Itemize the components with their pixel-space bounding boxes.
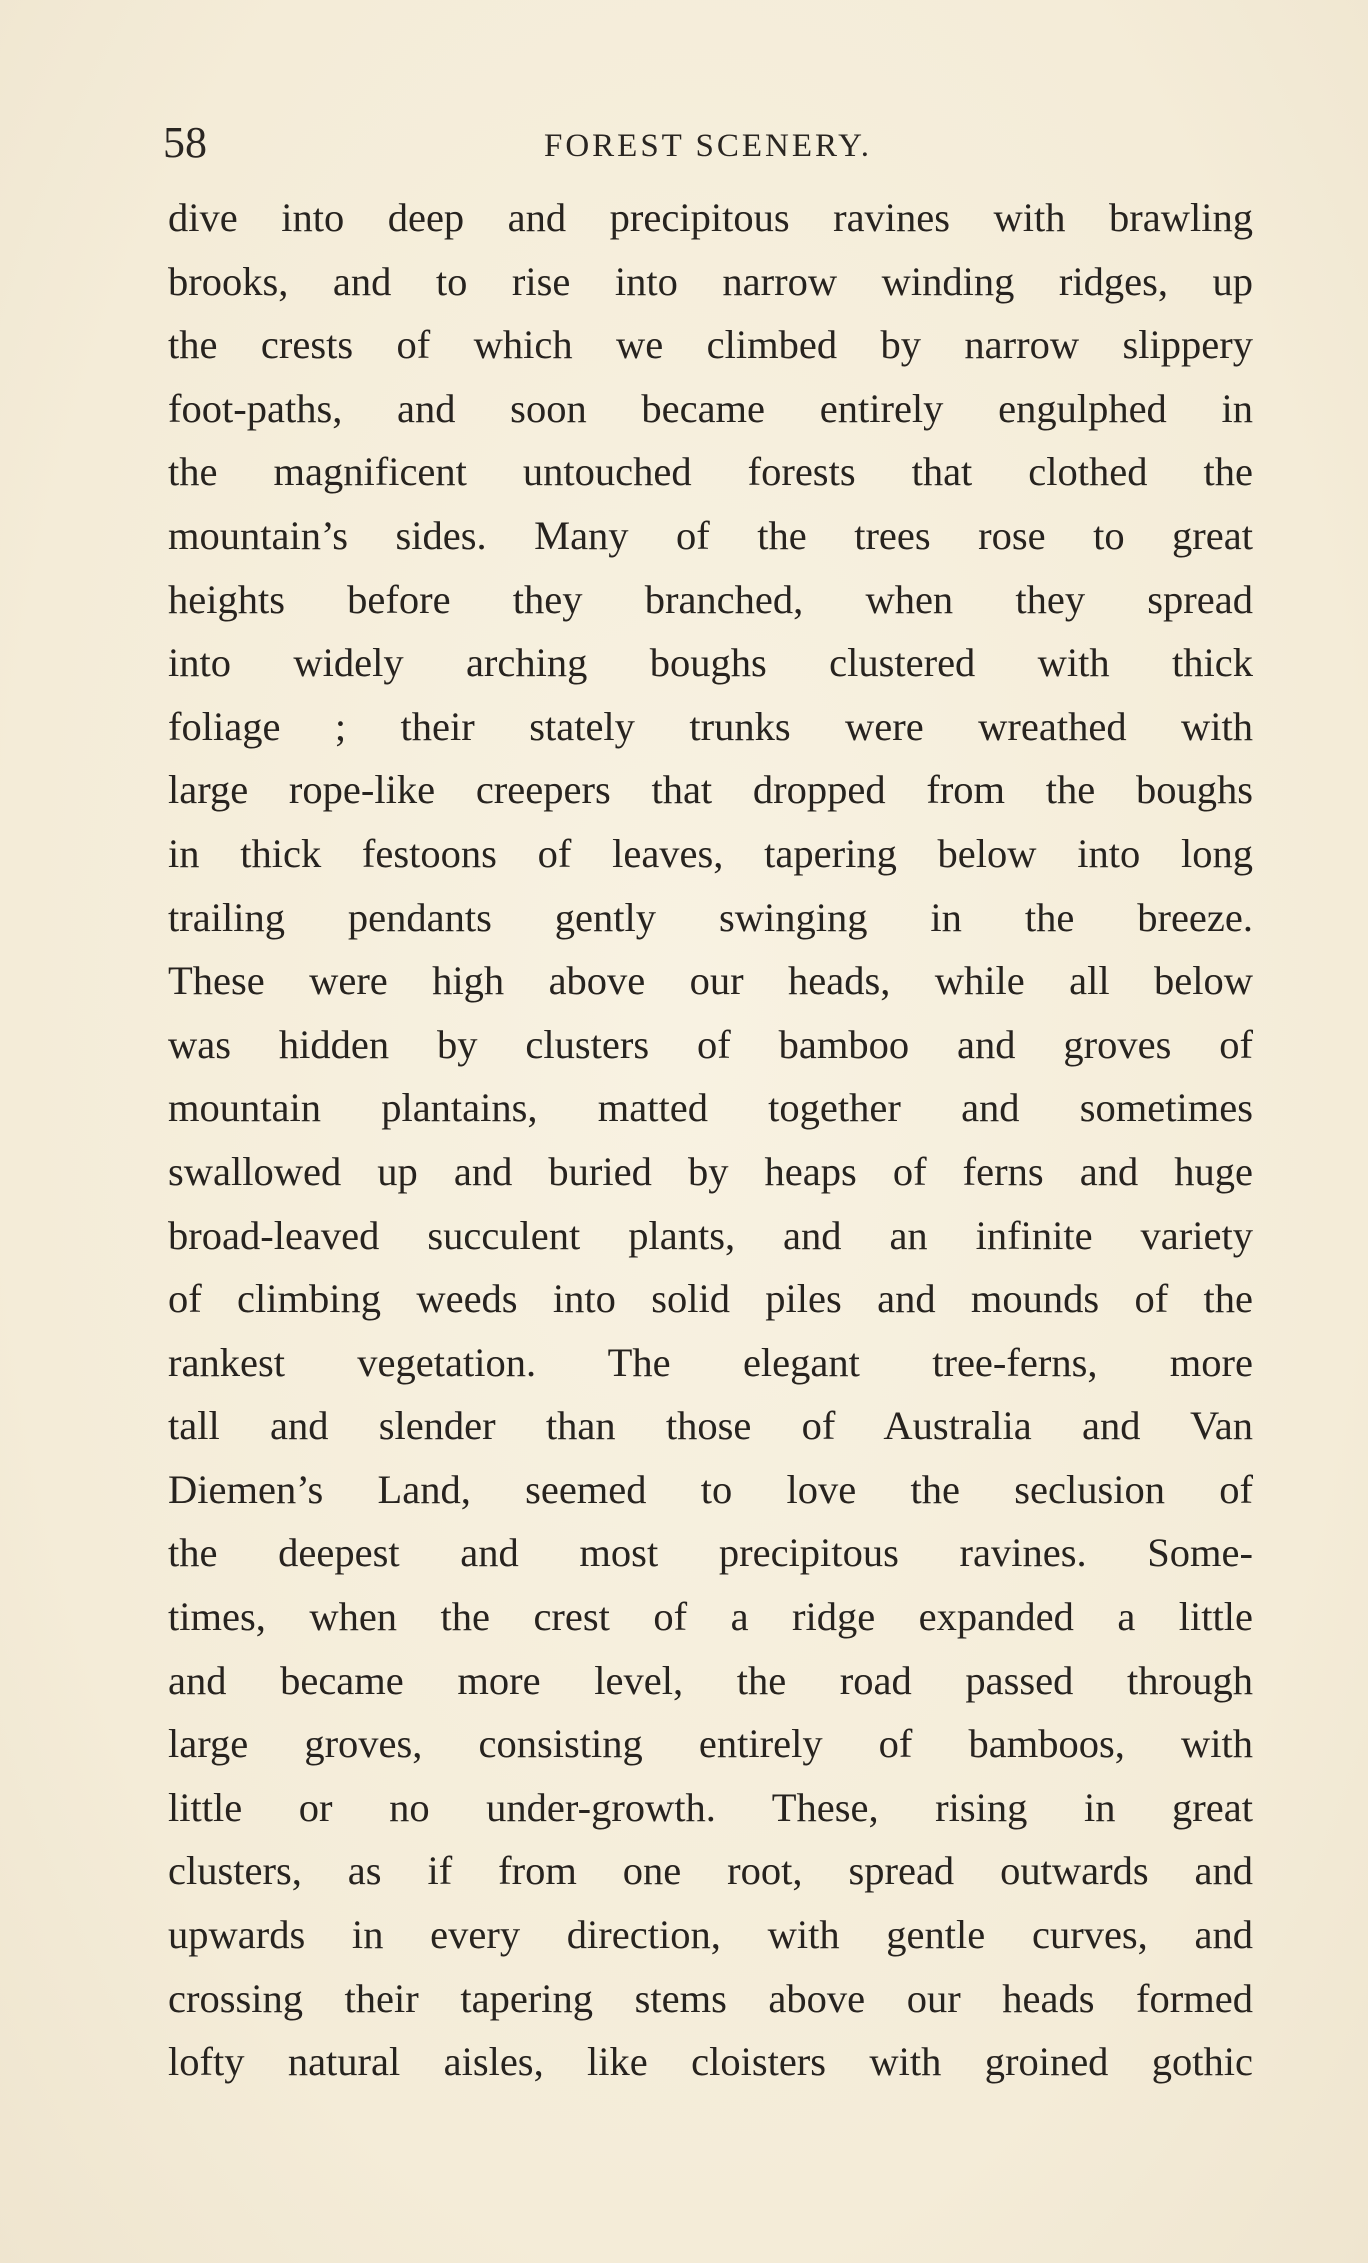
text-line: and became more level, the road passed through [168, 1657, 1253, 1703]
text-line: large groves, consisting entirely of bamboos, with [168, 1721, 1253, 1767]
running-title: FOREST SCENERY. [543, 128, 873, 164]
page-header [163, 118, 1253, 168]
text-line: little or no under-growth. These, rising in great [168, 1784, 1253, 1830]
text-line: swallowed up and buried by heaps of ferns and huge [168, 1148, 1253, 1194]
text-line: large rope-like creepers that dropped from the boughs [168, 767, 1253, 813]
text-line: of climbing weeds into solid piles and mounds of the [168, 1276, 1253, 1322]
text-line: foot-paths, and soon became entirely engulphed in [168, 385, 1253, 431]
text-line: trailing pendants gently swinging in the breeze. [168, 894, 1253, 940]
text-line: brooks, and to rise into narrow winding ridges, up [168, 258, 1253, 304]
text-line: Diemen’s Land, seemed to love the seclusion of [168, 1466, 1253, 1512]
text-line: heights before they branched, when they spread [168, 576, 1253, 622]
text-line: in thick festoons of leaves, tapering below into long [168, 830, 1253, 876]
text-line: mountain plantains, matted together and sometimes [168, 1085, 1253, 1131]
text-line: upwards in every direction, with gentle curves, and [168, 1912, 1253, 1958]
text-line: was hidden by clusters of bamboo and groves of [168, 1021, 1253, 1067]
body-text [168, 186, 1253, 2094]
text-line: into widely arching boughs clustered with thick [168, 640, 1253, 686]
text-line: the deepest and most precipitous ravines. Some- [168, 1530, 1253, 1576]
text-line: lofty natural aisles, like cloisters with groined gothic [168, 2039, 1253, 2085]
text-line: These were high above our heads, while all below [168, 958, 1253, 1004]
text-line: the crests of which we climbed by narrow slippery [168, 322, 1253, 368]
text-line: broad-leaved succulent plants, and an infinite variety [168, 1212, 1253, 1258]
text-line: clusters, as if from one root, spread outwards and [168, 1848, 1253, 1894]
page-number: 58 [163, 118, 207, 167]
text-line: crossing their tapering stems above our heads formed [168, 1975, 1253, 2021]
text-line: rankest vegetation. The elegant tree-ferns, more [168, 1339, 1253, 1385]
text-line: foliage ; their stately trunks were wreathed with [168, 703, 1253, 749]
text-line: tall and slender than those of Australia and Van [168, 1403, 1253, 1449]
text-line: the magnificent untouched forests that clothed the [168, 449, 1253, 495]
text-line: mountain’s sides. Many of the trees rose to great [168, 512, 1253, 558]
text-line: dive into deep and precipitous ravines with brawling [168, 195, 1253, 240]
text-line: times, when the crest of a ridge expanded a little [168, 1594, 1253, 1640]
